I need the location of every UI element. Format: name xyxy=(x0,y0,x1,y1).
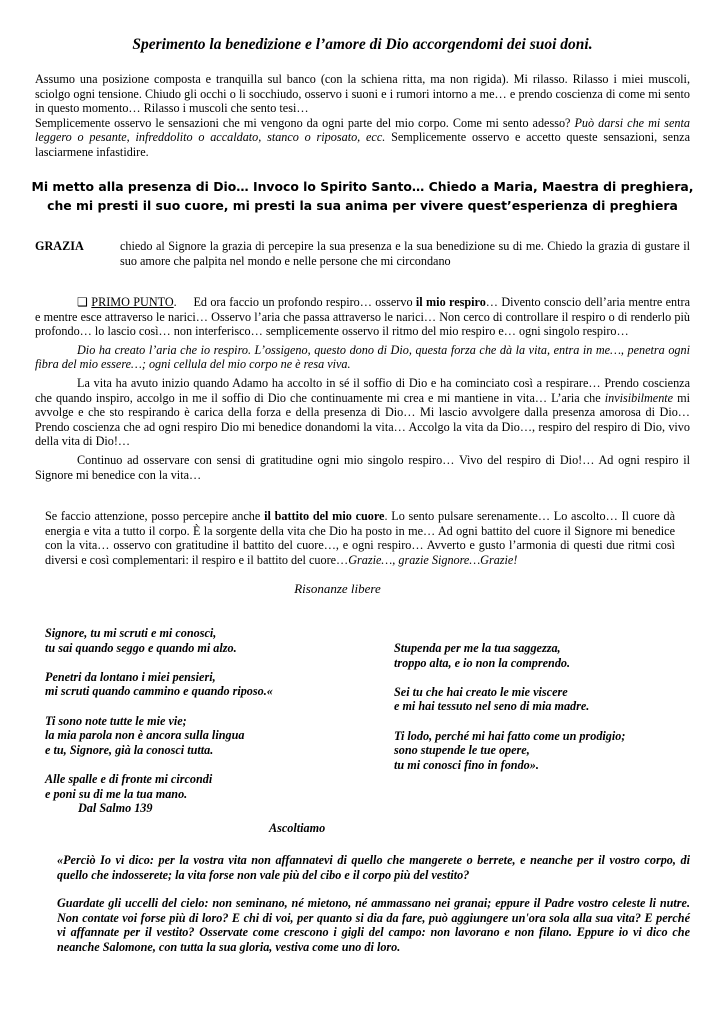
page-title: Sperimento la benedizione e l’amore di Dio accorgendomi dei suoi doni. xyxy=(132,36,593,53)
salmo-right-column xyxy=(394,641,694,772)
salmo-right-line: troppo alta, e io non la comprendo. xyxy=(394,655,571,670)
p1-bold: il mio respiro xyxy=(415,295,486,309)
intro-p2-italic: Può darsi che mi senta leggero o pesante, infreddolito o accaldato, stanco o riposato, ecc. xyxy=(35,115,690,145)
ascoltiamo-paragraph-2: Guardate gli uccelli del cielo: non seminano, né mietono, né ammassano nei granai; eppure il Padre vostro celeste li nutre. Non contate voi forse più di loro? E chi di voi, per quanto si dia da fare, può aggiungere un'ora sola alla sua vita? E perché vi affannate per il vestito? Osservate come crescono i gigli del campo: non lavorano e non filano. Eppure io vi dico che neanche Salomone, con tutta la sua gloria, vestiva come uno di loro. xyxy=(57,896,690,954)
ascoltiamo-section xyxy=(57,853,690,955)
salmo-right-line: e mi hai tessuto nel seno di mia madre. xyxy=(394,699,590,714)
presence-line-2: che mi presti il suo cuore, mi presti la sua anima per vivere quest’esperienza di preghiera xyxy=(47,198,678,213)
intro-p2-start: Semplicemente osservo le sensazioni che mi vengono da ogni parte del mio corpo. Come mi sento adesso? xyxy=(35,115,571,130)
primo-punto-paragraph-3 xyxy=(35,376,690,449)
ascoltiamo-paragraph-1: «Perciò Io vi dico: per la vostra vita non affannatevi di quello che mangerete o berrete, e neanche per il vostro corpo, di quello che indosserete; la vita forse non vale più del cibo e il corpo più del vestito? xyxy=(57,853,690,882)
p5-text-a: Se faccio attenzione, posso percepire anche xyxy=(45,509,261,523)
salmo-left-line: la mia parola non è ancora sulla lingua xyxy=(45,728,245,743)
p1-text-a: Ed ora faccio un profondo respiro… osservo xyxy=(193,295,413,309)
intro-p2-end: Semplicemente osservo e accetto queste sensazioni, senza lasciarmene infastidire. xyxy=(35,130,690,159)
p1-text-b: … Divento conscio dell’aria mentre entra e mentre esce attraverso le narici… Osservo l’aria che passa attraverso le narici… Non cerco di controllare il respiro o di renderlo più profondo… lo lascio così… non interferisco… semplicemente osservo il ritmo del mio respiro e… ogni singolo respiro… xyxy=(35,295,691,339)
salmo-left-line: mi scruti quando cammino e quando riposo.« xyxy=(45,684,273,699)
salmo-left-line: Alle spalle e di fronte mi circondi xyxy=(45,771,213,786)
p3-text-b: mi avvolge e che sto respirando è carica della forza e della presenza di Dio… Mi lascio avvolgere dalla presenza amorosa di Dio… Prendo coscienza che ad ogni respiro Dio mi benedice donandomi la vita… Accolgo la vita da Dio…, respiro del respiro di Dio, vivo della vita di Dio!… xyxy=(35,390,691,449)
salmo-right-line: Stupenda per me la tua saggezza, xyxy=(394,641,561,655)
heartbeat-text xyxy=(45,509,675,567)
p5-italic: Grazie…, grazie Signore…Grazie! xyxy=(348,552,518,567)
salmo-left-column xyxy=(45,626,385,816)
heartbeat-paragraph xyxy=(45,509,675,567)
primo-punto-label: PRIMO PUNTO xyxy=(91,295,174,309)
salmo-left-line: e poni su di me la tua mano. xyxy=(45,786,188,801)
grazia-label: GRAZIA xyxy=(35,239,84,253)
p5-bold: il battito del mio cuore xyxy=(264,509,385,523)
salmo-right-line: Ti lodo, perché mi hai fatto come un prodigio; xyxy=(394,728,626,743)
primo-punto-paragraph-1 xyxy=(35,295,690,339)
presence-line-1: Mi metto alla presenza di Dio… Invoco lo Spirito Santo… Chiedo a Maria, Maestra di preghiera, xyxy=(31,179,694,194)
salmo-right-line: Sei tu che hai creato le mie viscere xyxy=(394,684,568,699)
risonanze-heading: Risonanze libere xyxy=(294,581,381,596)
salmo-source: Dal Salmo 139 xyxy=(78,801,153,816)
salmo-left-line: Penetri da lontano i miei pensieri, xyxy=(45,669,216,684)
primo-punto-paragraph-4: Continuo ad osservare con sensi di gratitudine ogni mio singolo respiro… Vivo del respiro di Dio!… Ad ogni respiro il Signore mi benedice con la vita… xyxy=(35,452,690,482)
salmo-right-line: tu mi conosci fino in fondo». xyxy=(394,757,539,772)
p5-text-b: . Lo sento pulsare serenamente… Lo ascolto… Il cuore dà energia e vita a tutto il corpo. È la sorgente della vita che Dio ha posto in me… Ad ogni battito del cuore il Signore mi benedice con la vita… osservo con gratitudine il battito del cuore…, e ogni respiro… Avverto e gusto l’armonia di questi due ritmi così diversi e così complementari: il respiro e il battito del cuore… xyxy=(45,509,676,567)
primo-punto-dot: . xyxy=(173,295,177,309)
intro-paragraph-1: Assumo una posizione composta e tranquilla sul banco (con la schiena ritta, ma non rigida). Mi rilasso. Rilasso i miei muscoli, sciolgo ogni tensione. Chiudo gli occhi o li socchiudo, osservo i suoni e i rumori intorno a me… e prendo coscienza di come mi sento in questo momento… Rilasso i muscoli che sento tesi… xyxy=(35,72,690,116)
salmo-left-line: Ti sono note tutte le mie vie; xyxy=(45,713,187,728)
intro-section xyxy=(35,72,690,160)
grazia-text: chiedo al Signore la grazia di percepire la sua presenza e la sua benedizione su di me. Chiedo la grazia di gustare il suo amore che palpita nel mondo e nelle persone che mi circondano xyxy=(120,239,690,268)
p3-text-a: La vita ha avuto inizio quando Adamo ha accolto in sé il soffio di Dio e ha cominciato così a respirare… Prendo coscienza che quando inspiro, accolgo in me il soffio di Dio che continuamente mi crea e mi mantiene in vita… L’aria che xyxy=(35,375,690,405)
ascoltiamo-heading: Ascoltiamo xyxy=(269,821,326,835)
salmo-left-line: tu sai quando seggo e quando mi alzo. xyxy=(45,640,237,655)
salmo-right-line: sono stupende le tue opere, xyxy=(394,743,530,758)
salmo-left-line: Signore, tu mi scruti e mi conosci, xyxy=(45,626,217,640)
salmo-left-line: e tu, Signore, già la conosci tutta. xyxy=(45,742,214,757)
primo-punto-section xyxy=(35,295,690,482)
checkbox-icon: ❑ xyxy=(77,295,88,309)
primo-punto-paragraph-2: Dio ha creato l’aria che io respiro. L’ossigeno, questo dono di Dio, questa forza che dà la vita, entra in me…, penetra ogni fibra del mio essere…; ogni cellula del mio corpo ne è resa viva. xyxy=(35,342,690,372)
p3-italic: invisibilmente xyxy=(604,390,674,405)
intro-paragraph-2 xyxy=(35,116,690,160)
primo-punto-heading xyxy=(77,295,177,309)
presence-invocation xyxy=(30,177,695,215)
